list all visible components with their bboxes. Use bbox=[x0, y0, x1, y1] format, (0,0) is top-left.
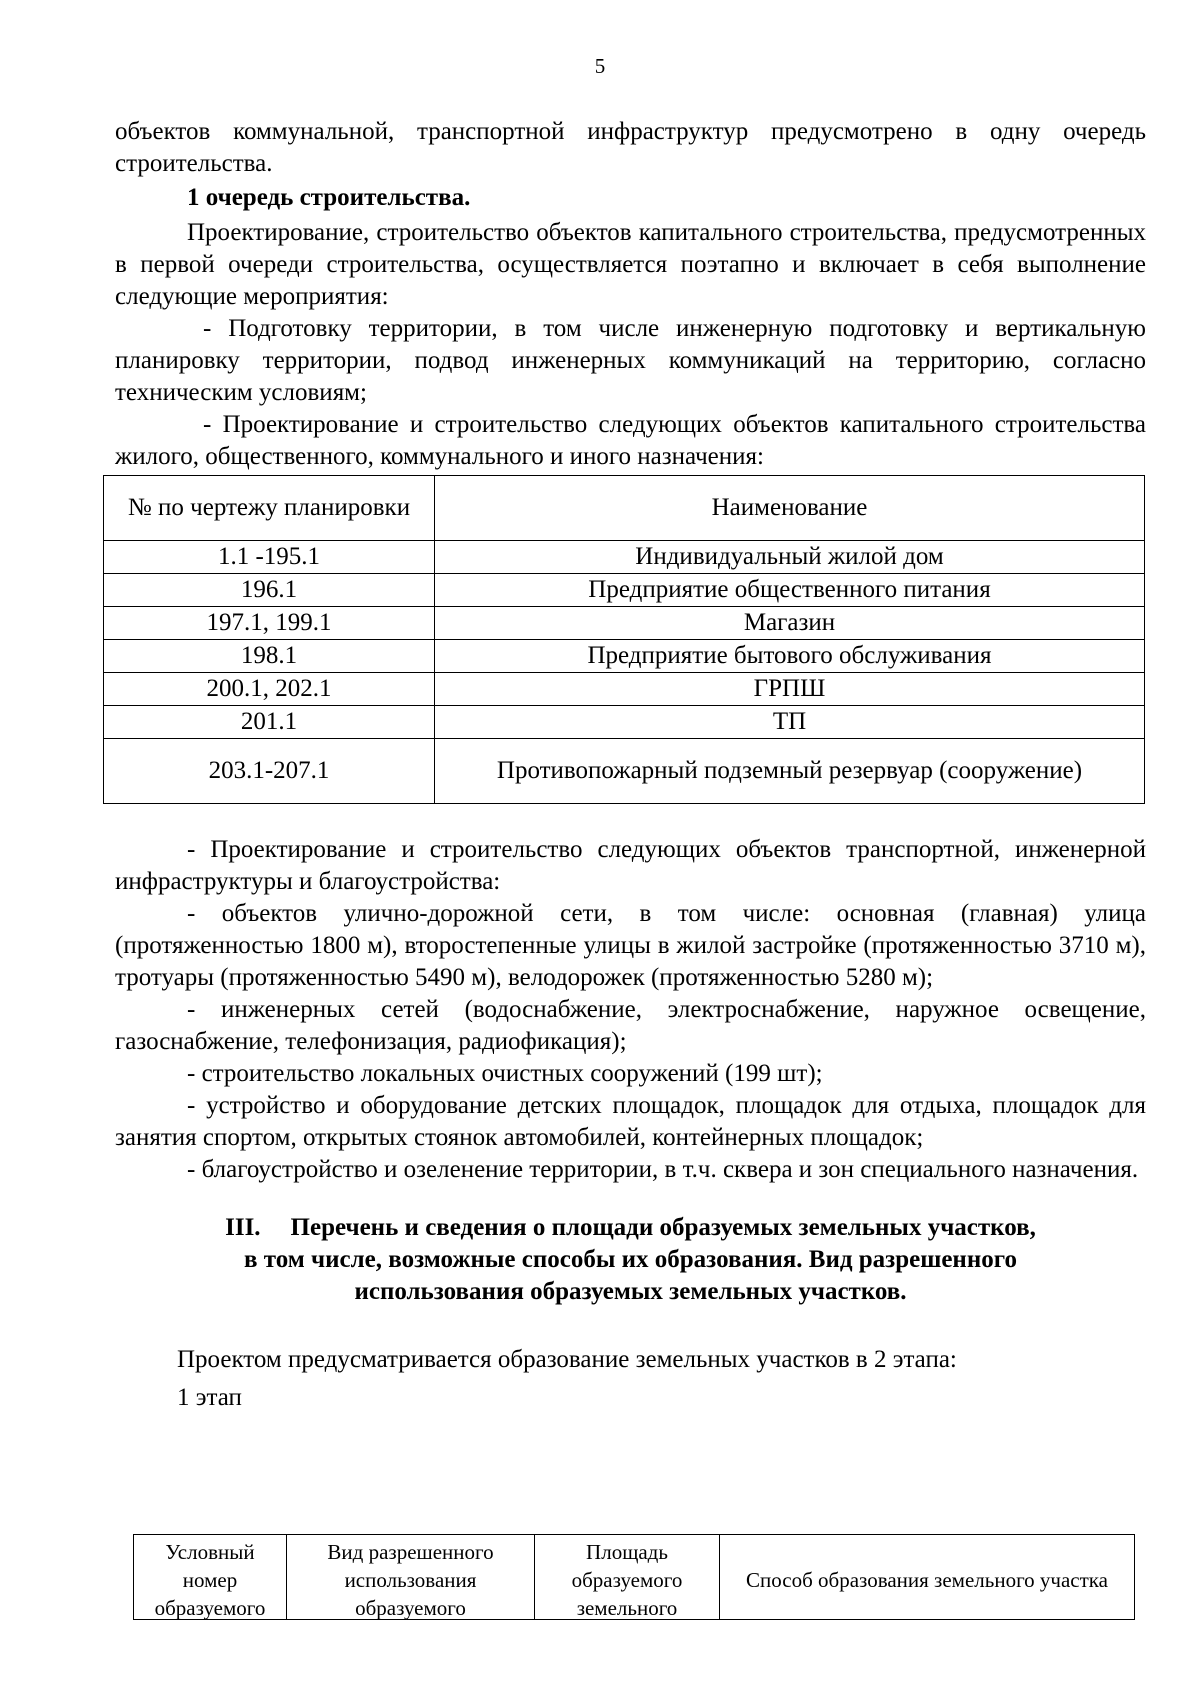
objects-table-header bbox=[104, 476, 1145, 541]
bullet-territory-preparation: - Подготовку территории, в том числе инженерную подготовку и вертикальную планировку территории, подвод инженерных коммуникаций на территорию, согласно техническим условиям; bbox=[115, 315, 1146, 406]
intro-paragraph: объектов коммунальной, транспортной инфраструктур предусмотрено в одну очередь строительства. bbox=[115, 118, 1146, 177]
table-row bbox=[104, 739, 1145, 804]
section-title-line2: в том числе, возможные способы их образования. Вид разрешенного bbox=[244, 1246, 1017, 1273]
page-number: 5 bbox=[594, 54, 606, 78]
cell-number: 1.1 -195.1 bbox=[104, 541, 435, 574]
plots-table-wrapper bbox=[133, 1534, 1135, 1620]
section-number: III. bbox=[225, 1214, 261, 1241]
cell-number: 198.1 bbox=[104, 640, 435, 673]
bullet-engineering-networks: - инженерных сетей (водоснабжение, электроснабжение, наружное освещение, газоснабжение, телефонизация, радиофикация); bbox=[115, 996, 1146, 1055]
table-row bbox=[104, 640, 1145, 673]
section-title-line1: Перечень и сведения о площади образуемых земельных участков, bbox=[290, 1214, 1036, 1241]
table-row bbox=[104, 574, 1145, 607]
table-row bbox=[104, 541, 1145, 574]
cell-number: 200.1, 202.1 bbox=[104, 673, 435, 706]
plots-table bbox=[133, 1534, 1135, 1620]
cell-name: Предприятие общественного питания bbox=[435, 574, 1145, 607]
cell-name: Индивидуальный жилой дом bbox=[435, 541, 1145, 574]
section-heading-line bbox=[115, 1212, 1146, 1244]
bullet-playgrounds: - устройство и оборудование детских площадок, площадок для отдыха, площадок для занятия спортом, открытых стоянок автомобилей, контейнерных площадок; bbox=[115, 1092, 1146, 1151]
bullet-road-network: - объектов улично-дорожной сети, в том числе: основная (главная) улица (протяженностью 1800 м), второстепенные улицы в жилой застройке (протяженностью 3710 м), тротуары (протяженностью 5490 м), велодорожек (протяженностью 5280 м); bbox=[115, 900, 1146, 991]
header-permitted-use: Вид разрешенного использования образуемого bbox=[287, 1535, 535, 1621]
header-plot-area: Площадь образуемого земельного bbox=[535, 1535, 720, 1621]
header-plot-number: Условный номер образуемого bbox=[134, 1535, 287, 1621]
bullet-treatment-facilities: - строительство локальных очистных сооружений (199 шт); bbox=[187, 1060, 823, 1087]
bullet-capital-objects: - Проектирование и строительство следующих объектов капитального строительства жилого, общественного, коммунального и иного назначения: bbox=[115, 411, 1146, 470]
cell-number: 201.1 bbox=[104, 706, 435, 739]
cell-name: ТП bbox=[435, 706, 1145, 739]
queue-heading: 1 очередь строительства. bbox=[187, 184, 471, 211]
cell-name: Противопожарный подземный резервуар (сооружение) bbox=[435, 739, 1145, 804]
cell-number: 203.1-207.1 bbox=[104, 739, 435, 804]
section-heading bbox=[115, 1212, 1146, 1308]
design-paragraph: Проектирование, строительство объектов капитального строительства, предусмотренных в первой очереди строительства, осуществляется поэтапно и включает в себя выполнение следующие мероприятия: bbox=[115, 219, 1146, 310]
stage-label: 1 этап bbox=[177, 1384, 242, 1411]
header-drawing-number: № по чертежу планировки bbox=[104, 476, 435, 541]
cell-name: Магазин bbox=[435, 607, 1145, 640]
stages-paragraph: Проектом предусматривается образование земельных участков в 2 этапа: bbox=[177, 1346, 957, 1373]
section-title-line3: использования образуемых земельных участков. bbox=[354, 1278, 907, 1305]
plots-table-header bbox=[134, 1535, 1135, 1621]
cell-number: 197.1, 199.1 bbox=[104, 607, 435, 640]
document-body bbox=[115, 116, 1146, 1414]
table-row bbox=[104, 607, 1145, 640]
header-name: Наименование bbox=[435, 476, 1145, 541]
cell-number: 196.1 bbox=[104, 574, 435, 607]
header-formation-method: Способ образования земельного участка bbox=[720, 1535, 1135, 1621]
bullet-transport-objects: - Проектирование и строительство следующих объектов транспортной, инженерной инфраструктуры и благоустройства: bbox=[115, 836, 1146, 895]
bullet-landscaping: - благоустройство и озеленение территории, в т.ч. сквера и зон специального назначения. bbox=[187, 1156, 1139, 1183]
objects-table bbox=[103, 475, 1145, 804]
table-row bbox=[104, 673, 1145, 706]
cell-name: Предприятие бытового обслуживания bbox=[435, 640, 1145, 673]
cell-name: ГРПШ bbox=[435, 673, 1145, 706]
table-row bbox=[104, 706, 1145, 739]
